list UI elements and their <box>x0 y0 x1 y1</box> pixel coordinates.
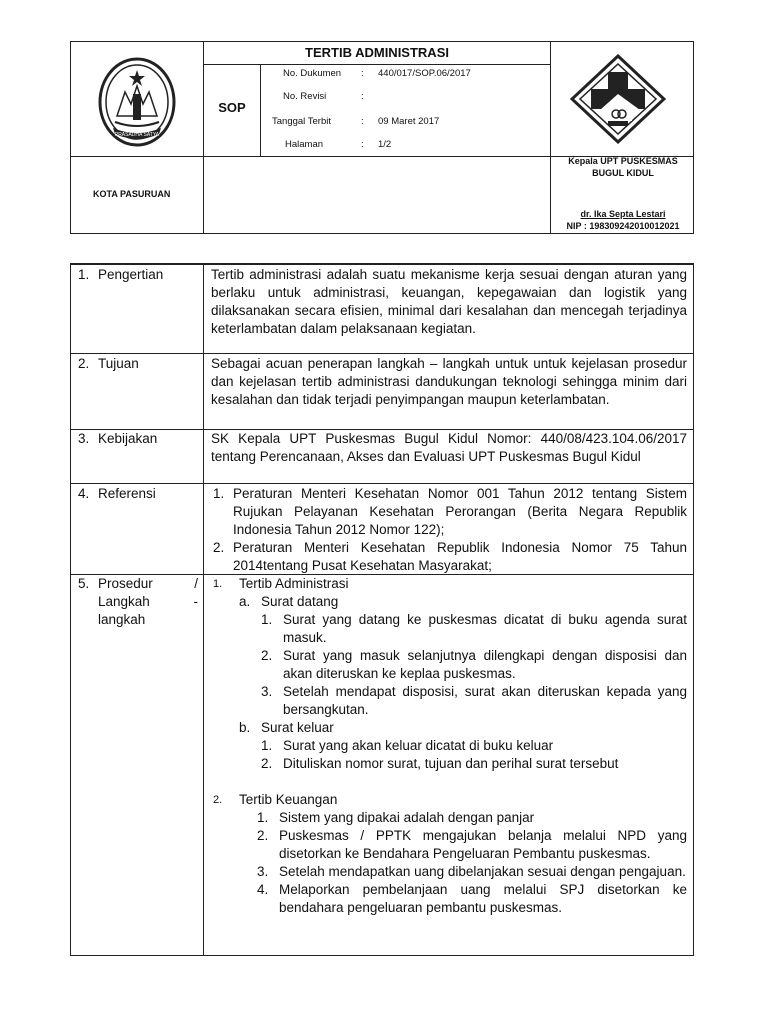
referensi-list <box>213 485 687 575</box>
row-number: 5. <box>78 576 90 591</box>
sub-title: Surat datang <box>261 594 339 609</box>
sub-title: Surat keluar <box>261 720 334 735</box>
signer-name: dr. Ika Septa Lestari <box>580 209 666 219</box>
kebijakan-text: SK Kepala UPT Puskesmas Bugul Kidul Nomor: 440/08/423.104.06/2017 tentang Perencanaan, Akses dan Evaluasi UPT Puskesmas Bugul Kidul <box>211 431 687 464</box>
list-item <box>261 755 687 773</box>
row-number: 3. <box>78 431 90 446</box>
item-text: Surat yang masuk selanjutnya dilengkapi dengan disposisi dan akan diteruskan ke keplaa puskesmas. <box>283 648 687 681</box>
part-number: 1. <box>213 578 223 590</box>
pengertian-text: Tertib administrasi adalah suatu mekanisme kerja sesuai dengan aturan yang berlaku untuk administrasi, keuangan, kepegawaian dan logistik yang dilaksanakan secara efisien, minimal dari kesalahan dan mencegah terjadinya keterlambatan dalam pelaksanaan kegiatan. <box>211 267 687 336</box>
item-text: Puskesmas / PPTK mengajukan belanja melalui NPD yang disetorkan ke Bendahara Pengeluaran Pembantu puskesmas. <box>279 828 687 861</box>
part-title: Tertib Administrasi <box>239 576 349 591</box>
row-prosedur <box>71 574 693 955</box>
item-number: 2. <box>261 648 273 663</box>
meta-value-tanggal-terbit: 09 Maret 2017 <box>378 116 440 127</box>
item-text: Peraturan Menteri Kesehatan Republik Indonesia Nomor 75 Tahun 2014tentang Pusat Kesehatan Masyarakat; <box>233 540 687 573</box>
row-label <box>78 575 198 629</box>
row-label-text: Referensi <box>98 486 156 501</box>
puskesmas-logo <box>570 54 666 144</box>
row-label-text: / <box>194 576 198 591</box>
list-item <box>213 539 687 575</box>
item-number: 2. <box>213 540 225 555</box>
meta-sep: : <box>361 116 364 127</box>
item-text: Surat yang akan keluar dicatat di buku keluar <box>283 738 554 753</box>
row-pengertian <box>71 264 693 353</box>
row-label-text: Tujuan <box>98 356 139 371</box>
row-label <box>78 355 139 373</box>
item-text: Dituliskan nomor surat, tujuan dan perihal surat tersebut <box>283 756 619 771</box>
row-label <box>78 430 157 448</box>
list-item <box>261 647 687 683</box>
part-title: Tertib Keuangan <box>239 792 338 807</box>
row-label-text: - <box>193 594 198 609</box>
list-item <box>257 863 687 881</box>
item-number: 3. <box>257 864 269 879</box>
list-item <box>257 881 687 917</box>
item-number: 1. <box>261 612 273 627</box>
meta-label: No. Revisi <box>283 91 327 102</box>
row-kebijakan <box>71 429 693 483</box>
list-item <box>261 737 687 755</box>
list-item <box>213 485 687 539</box>
item-number: 2. <box>257 828 269 843</box>
row-label-text: Prosedur <box>98 576 153 591</box>
meta-sep: : <box>361 68 364 79</box>
item-text: Peraturan Menteri Kesehatan Nomor 001 Tahun 2012 tentang Sistem Rujukan Pelayanan Kesehatan Perorangan (Berita Negara Republik Indonesia Tahun 2012 Nomor 122); <box>233 486 687 537</box>
sub-heading <box>239 593 687 611</box>
part-heading <box>213 791 687 809</box>
meta-row-halaman <box>285 139 323 150</box>
meta-sep: : <box>361 139 364 150</box>
city-seal-logo <box>91 56 183 148</box>
item-number: 3. <box>261 684 273 699</box>
item-text: Surat yang datang ke puskesmas dicatat di buku agenda surat masuk. <box>283 612 687 645</box>
sop-content-table <box>70 263 694 956</box>
part-number: 2. <box>213 794 223 806</box>
row-label <box>78 485 156 503</box>
row-label-text: Kebijakan <box>98 431 158 446</box>
item-number: 1. <box>257 810 269 825</box>
row-label-text: Langkah <box>98 594 150 609</box>
sub-letter: b. <box>239 720 251 735</box>
row-number: 4. <box>78 486 90 501</box>
row-number: 2. <box>78 356 90 371</box>
item-text: Melaporkan pembelanjaan uang melalui SPJ disetorkan ke bendahara pengeluaran pembantu puskesmas. <box>279 882 687 915</box>
row-referensi <box>71 483 693 574</box>
sop-label: SOP <box>218 100 246 115</box>
row-number: 1. <box>78 267 90 282</box>
item-number: 1. <box>261 738 273 753</box>
row-label-text: langkah <box>98 612 146 627</box>
part-heading <box>213 575 687 593</box>
signer-title-2: BUGUL KIDUL <box>592 168 654 178</box>
item-text: Setelah mendapatkan uang dibelanjakan sesuai dengan pengajuan. <box>279 864 686 879</box>
row-label <box>78 266 163 284</box>
list-item <box>261 683 687 719</box>
item-text: Setelah mendapat disposisi, surat akan diteruskan kepada yang bersangkutan. <box>283 684 687 717</box>
meta-label: Halaman <box>285 139 324 150</box>
meta-row-tanggal-terbit <box>272 116 331 127</box>
row-label-text: Pengertian <box>98 267 164 282</box>
item-number: 4. <box>257 882 269 897</box>
sub-heading <box>239 719 687 737</box>
list-item <box>257 809 687 827</box>
row-tujuan <box>71 353 693 429</box>
list-item <box>257 827 687 863</box>
meta-row-no-dokumen <box>283 68 341 79</box>
org-name: KOTA PASURUAN <box>93 189 171 199</box>
prosedur-content <box>213 575 687 917</box>
meta-value-no-dokumen: 440/017/SOP.06/2017 <box>378 68 471 79</box>
sub-letter: a. <box>239 594 251 609</box>
sop-header-table <box>70 41 694 234</box>
item-text: Sistem yang dipakai adalah dengan panjar <box>279 810 535 825</box>
list-item <box>261 611 687 647</box>
item-number: 1. <box>213 486 225 501</box>
seal-text: PRASADHA SATYA <box>114 132 160 138</box>
meta-value-halaman: 1/2 <box>378 139 392 150</box>
tujuan-text: Sebagai acuan penerapan langkah – langkah untuk untuk kejelasan prosedur dan kejelasan tertib administrasi dandukungan teknologi sehingga minim dari kesalahan dan tidak terjadi penyimpangan maupun keterlambatan. <box>211 356 687 407</box>
signer-nip: NIP : 198309242010012021 <box>566 221 680 231</box>
document-title: TERTIB ADMINISTRASI <box>305 45 449 60</box>
meta-label: No. Dukumen <box>283 68 342 79</box>
meta-sep: : <box>361 91 364 102</box>
item-number: 2. <box>261 756 273 771</box>
meta-row-no-revisi <box>283 91 326 102</box>
signer-title-1: Kepala UPT PUSKESMAS <box>568 156 678 166</box>
meta-label: Tanggal Terbit <box>272 116 331 127</box>
